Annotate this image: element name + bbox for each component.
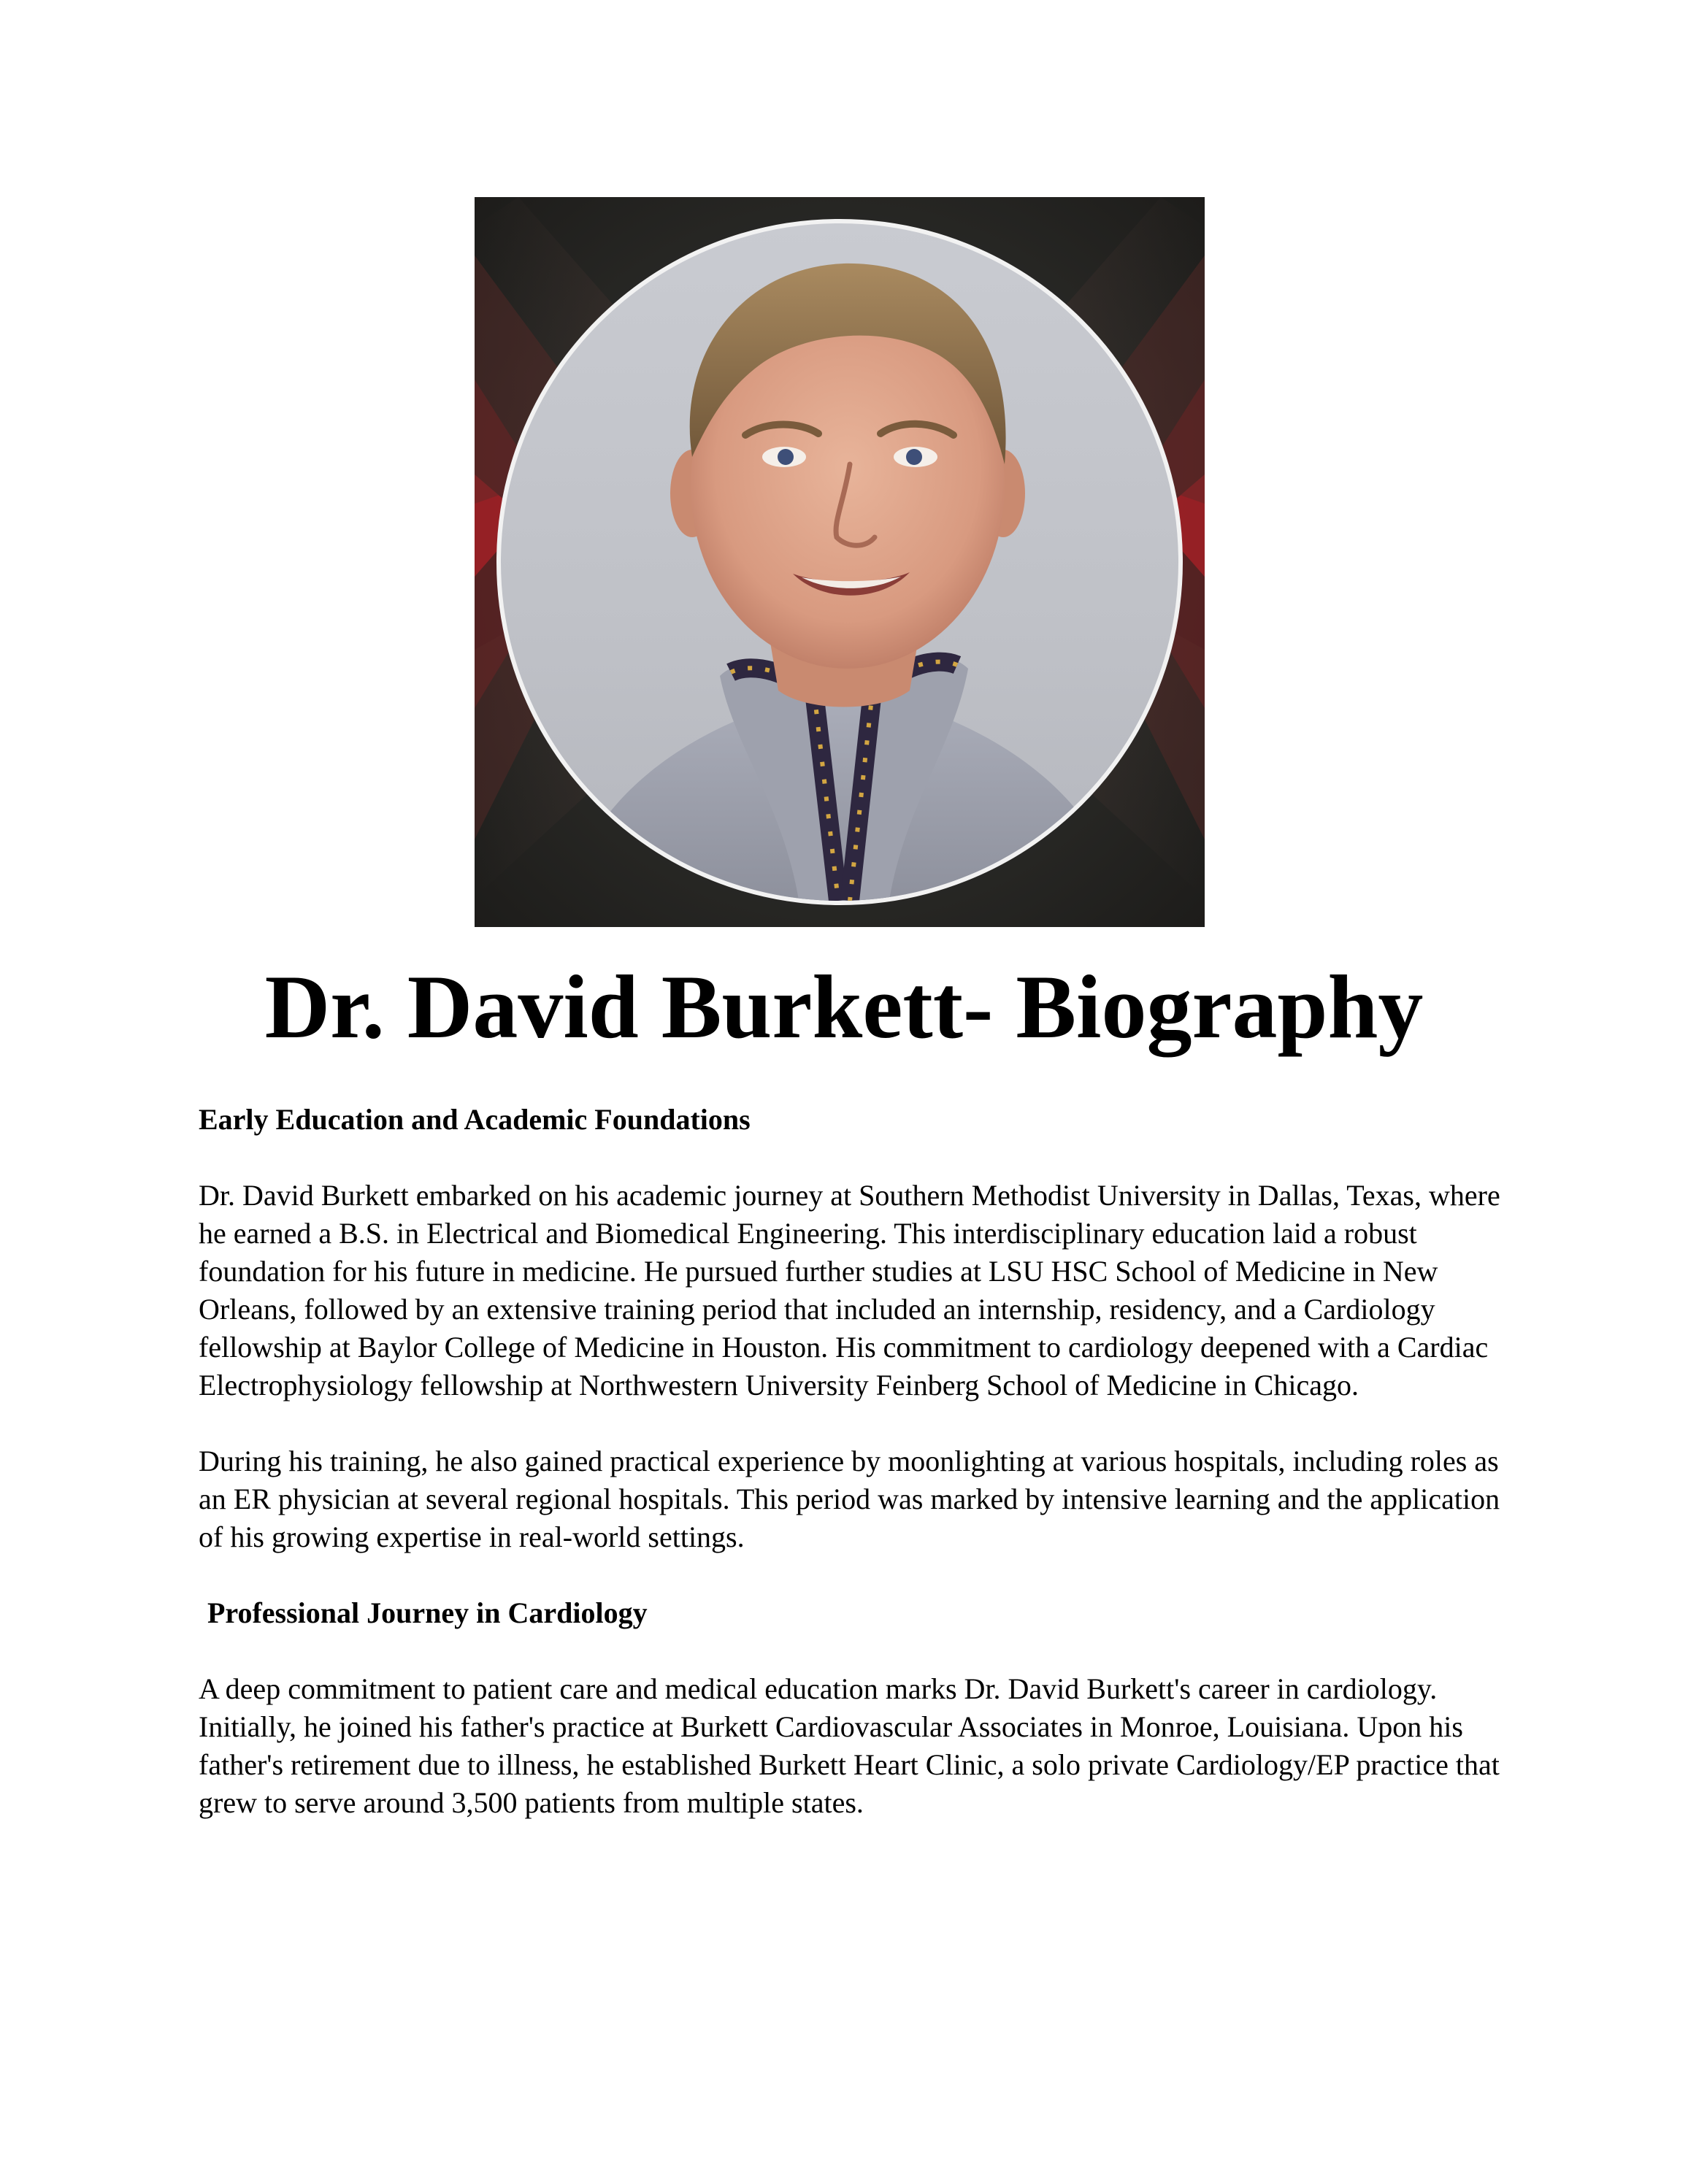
portrait-image [475, 197, 1205, 927]
person-illustration [501, 223, 1178, 901]
portrait-circle [496, 219, 1183, 905]
biography-body [199, 1101, 1513, 1822]
paragraph-training: During his training, he also gained practical experience by moonlighting at various hospitals, including roles as an ER physician at several regional hospitals. This period was marked by intensive learning and the application of his growing expertise in real-world settings. [199, 1445, 1500, 1553]
paragraph-career: A deep commitment to patient care and medical education marks Dr. David Burkett's career in cardiology. Initially, he joined his father's practice at Burkett Cardiovascular Associates in Monroe, Louisiana. Upon his father's retirement due to illness, he established Burkett Heart Clinic, a solo private Cardiology/EP practice that grew to serve around 3,500 patients from multiple states. [199, 1672, 1500, 1819]
section-heading-education: Early Education and Academic Foundations [199, 1103, 751, 1136]
section-heading-career: Professional Journey in Cardiology [207, 1596, 648, 1629]
page-title: Dr. David Burkett- Biography [264, 957, 1424, 1057]
paragraph-education: Dr. David Burkett embarked on his academic journey at Southern Methodist University in Dallas, Texas, where he earned a B.S. in Electrical and Biomedical Engineering. This interdisciplinary education laid a robust foundation for his future in medicine. He pursued further studies at LSU HSC School of Medicine in New Orleans, followed by an extensive training period that included an internship, residency, and a Cardiology fellowship at Baylor College of Medicine in Houston. His commitment to cardiology deepened with a Cardiac Electrophysiology fellowship at Northwestern University Feinberg School of Medicine in Chicago. [199, 1179, 1500, 1401]
